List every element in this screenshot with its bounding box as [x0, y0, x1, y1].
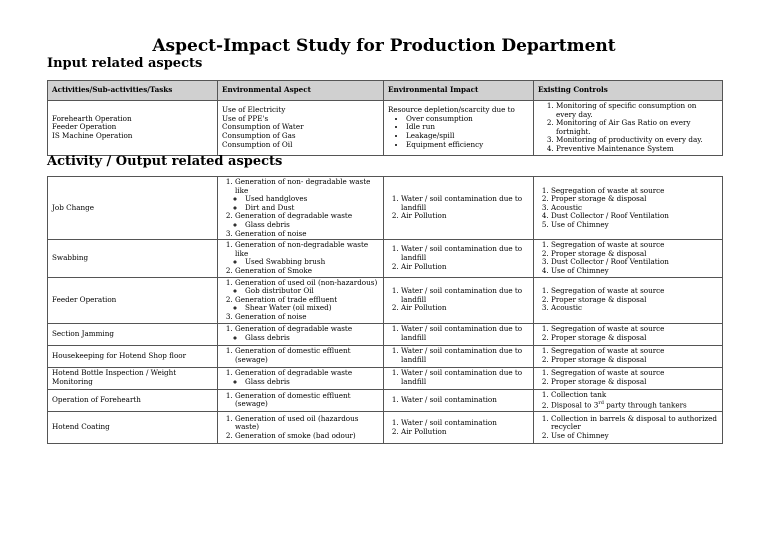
activity-line: IS Machine Operation [52, 131, 133, 141]
aspect-cell [218, 323, 384, 345]
aspect-list [222, 279, 379, 322]
impact-lead: Resource depletion/scarcity due to [388, 105, 515, 115]
list-item: 2. Air Pollution [401, 263, 529, 272]
list-item: 1. Collection tank [551, 391, 718, 400]
impact-cell [384, 367, 534, 389]
controls-list [538, 241, 718, 275]
impact-list [388, 245, 529, 271]
list-item: 1. Water / soil contamination due to landfill [401, 195, 529, 212]
list-item: 5. Use of Chimney [551, 221, 718, 230]
list-item: 1. Water / soil contamination due to landfill [401, 287, 529, 304]
impact-list [388, 195, 529, 221]
impact-cell [384, 345, 534, 367]
list-item: 3. Acoustic [551, 304, 718, 313]
impact-cell [384, 177, 534, 240]
input-section-heading: Input related aspects [47, 56, 203, 71]
list-item: 1. Generation of domestic effluent (sewage) [235, 392, 379, 409]
aspect-text: Generation of used oil (non-hazardous) [235, 277, 378, 287]
activity-cell: Feeder Operation [48, 277, 218, 323]
aspect-line: Consumption of Gas [222, 131, 296, 141]
list-item: 2. Air Pollution [401, 304, 529, 313]
aspect-list [222, 178, 379, 238]
list-item: 2. Proper storage & disposal [551, 250, 718, 259]
list-item: 2. Generation of smoke (bad odour) [235, 432, 379, 441]
aspect-text: Generation of degradable waste [235, 324, 353, 334]
aspect-cell [218, 412, 384, 444]
list-item: 2. Proper storage & disposal [551, 334, 718, 343]
list-item: 3. Generation of noise [235, 313, 379, 322]
impact-list [388, 419, 529, 436]
list-item [235, 369, 379, 386]
header-impact: Environmental Impact [384, 81, 534, 101]
aspect-line: Consumption of Oil [222, 139, 293, 149]
table-row [48, 412, 723, 444]
list-item [235, 241, 379, 267]
aspect-list [222, 415, 379, 441]
controls-list [538, 415, 718, 441]
list-item: 2. Proper storage & disposal [551, 356, 718, 365]
list-item [235, 212, 379, 229]
aspect-text: Generation of degradable waste [235, 211, 353, 221]
list-item [235, 279, 379, 296]
activity-line: Feeder Operation [52, 122, 117, 132]
aspect-cell [218, 277, 384, 323]
aspect-text: Generation of non-degradable waste like [235, 240, 369, 258]
activity-cell: Housekeeping for Hotend Shop floor [48, 345, 218, 367]
table-header-row [48, 81, 723, 101]
impact-cell [384, 412, 534, 444]
sub-item: ◦ Glass debris [245, 378, 379, 387]
list-item: 3. Acoustic [551, 204, 718, 213]
list-item: 1. Generation of used oil (hazardous waste) [235, 415, 379, 432]
list-item: • Over consumption [406, 115, 529, 124]
controls-cell [534, 177, 723, 240]
activities-cell [48, 101, 218, 156]
impact-list [388, 347, 529, 364]
aspect-line: Consumption of Water [222, 122, 304, 132]
output-section-heading: Activity / Output related aspects [47, 154, 283, 169]
list-item: • Leakage/spill [406, 132, 529, 141]
list-item: 1. Segregation of waste at source [551, 287, 718, 296]
aspect-line: Use of Electricity [222, 105, 286, 115]
activity-cell: Hotend Coating [48, 412, 218, 444]
activity-line: Forehearth Operation [52, 113, 132, 123]
aspect-list [222, 369, 379, 386]
control-text: party through tankers [603, 400, 687, 410]
list-item: 1. Segregation of waste at source [551, 347, 718, 356]
table-row [48, 323, 723, 345]
controls-list [538, 391, 718, 411]
impact-list [388, 396, 529, 405]
impact-cell [384, 277, 534, 323]
list-item: 1. Monitoring of specific consumption on every day. [556, 102, 718, 119]
output-aspects-table [47, 176, 723, 444]
list-item: 2. Proper storage & disposal [551, 195, 718, 204]
control-text: Disposal to 3 [551, 400, 599, 410]
activity-cell: Section Jamming [48, 323, 218, 345]
aspects-cell [218, 101, 384, 156]
sub-item: ◦ Used handgloves [245, 195, 379, 204]
list-item: 2. Use of Chimney [551, 432, 718, 441]
sub-list [235, 334, 379, 343]
list-item: • Idle run [406, 123, 529, 132]
sub-item: ◦ Gob distributor Oil [245, 287, 379, 296]
impact-cell [384, 240, 534, 277]
impact-list [388, 115, 529, 149]
input-aspects-table [47, 80, 723, 156]
list-item: 1. Generation of domestic effluent (sewage) [235, 347, 379, 364]
activity-cell: Job Change [48, 177, 218, 240]
activity-cell: Swabbing [48, 240, 218, 277]
table-row [48, 277, 723, 323]
controls-list [538, 187, 718, 230]
aspect-text: Generation of trade effluent [235, 294, 338, 304]
list-item: 3. Dust Collector / Roof Ventilation [551, 258, 718, 267]
list-item: 1. Water / soil contamination [401, 419, 529, 428]
table-row [48, 389, 723, 412]
impact-cell [384, 323, 534, 345]
list-item: 1. Water / soil contamination due to landfill [401, 369, 529, 386]
list-item: 2. Proper storage & disposal [551, 378, 718, 387]
list-item: 1. Collection in barrels & disposal to authorized recycler [551, 415, 718, 432]
page-title: Aspect-Impact Study for Production Department [152, 36, 616, 56]
list-item: 4. Dust Collector / Roof Ventilation [551, 212, 718, 221]
sub-item: ◦ Glass debris [245, 221, 379, 230]
aspect-list [222, 241, 379, 275]
list-item: 3. Generation of noise [235, 230, 379, 239]
ordinal-suffix: rd [598, 400, 604, 407]
controls-cell [534, 367, 723, 389]
list-item [235, 178, 379, 212]
list-item: 1. Segregation of waste at source [551, 369, 718, 378]
aspect-cell [218, 345, 384, 367]
aspect-text: Generation of degradable waste [235, 368, 353, 378]
list-item: 2. Air Pollution [401, 428, 529, 437]
list-item: 4. Preventive Maintenance System [556, 145, 718, 154]
controls-cell [534, 240, 723, 277]
controls-cell [534, 389, 723, 412]
table-row [48, 345, 723, 367]
list-item: 4. Use of Chimney [551, 267, 718, 276]
impact-cell [384, 389, 534, 412]
controls-list [538, 325, 718, 342]
activity-cell: Operation of Forehearth [48, 389, 218, 412]
list-item: 2. Generation of Smoke [235, 267, 379, 276]
controls-list [538, 369, 718, 386]
list-item: 1. Water / soil contamination due to landfill [401, 347, 529, 364]
impact-cell [384, 101, 534, 156]
list-item: 1. Segregation of waste at source [551, 325, 718, 334]
impact-list [388, 287, 529, 313]
list-item [235, 325, 379, 342]
list-item: 2. Air Pollution [401, 212, 529, 221]
list-item [551, 399, 718, 410]
header-activities: Activities/Sub-activities/Tasks [48, 81, 218, 101]
list-item [235, 296, 379, 313]
impact-list [388, 325, 529, 342]
list-item: 3. Monitoring of productivity on every day. [556, 136, 718, 145]
list-item: 1. Water / soil contamination due to landfill [401, 245, 529, 262]
aspect-list [222, 325, 379, 342]
sub-list [235, 378, 379, 387]
sub-item: ◦ Dirt and Dust [245, 204, 379, 213]
activity-cell: Hotend Bottle Inspection / Weight Monitoring [48, 367, 218, 389]
sub-list [235, 195, 379, 212]
list-item: 1. Segregation of waste at source [551, 241, 718, 250]
aspect-cell [218, 367, 384, 389]
list-item: 2. Proper storage & disposal [551, 296, 718, 305]
controls-cell [534, 323, 723, 345]
sub-item: ◦ Used Swabbing brush [245, 258, 379, 267]
aspect-line: Use of PPE's [222, 113, 269, 123]
list-item: 1. Water / soil contamination [401, 396, 529, 405]
controls-cell [534, 277, 723, 323]
aspect-text: Generation of non- degradable waste like [235, 177, 371, 195]
controls-list [538, 287, 718, 313]
sub-item: ◦ Shear Water (oil mixed) [245, 304, 379, 313]
aspect-list [222, 392, 379, 409]
header-aspect: Environmental Aspect [218, 81, 384, 101]
aspect-cell [218, 240, 384, 277]
aspect-cell [218, 389, 384, 412]
controls-cell [534, 345, 723, 367]
table-row [48, 101, 723, 156]
aspect-list [222, 347, 379, 364]
controls-cell [534, 101, 723, 156]
header-controls: Existing Controls [534, 81, 723, 101]
controls-cell [534, 412, 723, 444]
controls-list [538, 347, 718, 364]
table-row [48, 367, 723, 389]
impact-list [388, 369, 529, 386]
table-row [48, 177, 723, 240]
list-item: 2. Monitoring of Air Gas Ratio on every fortnight. [556, 119, 718, 136]
list-item: • Equipment efficiency [406, 141, 529, 150]
table-row [48, 240, 723, 277]
aspect-cell [218, 177, 384, 240]
controls-list [538, 102, 718, 154]
list-item: 1. Segregation of waste at source [551, 187, 718, 196]
sub-item: ◦ Glass debris [245, 334, 379, 343]
list-item: 1. Water / soil contamination due to landfill [401, 325, 529, 342]
